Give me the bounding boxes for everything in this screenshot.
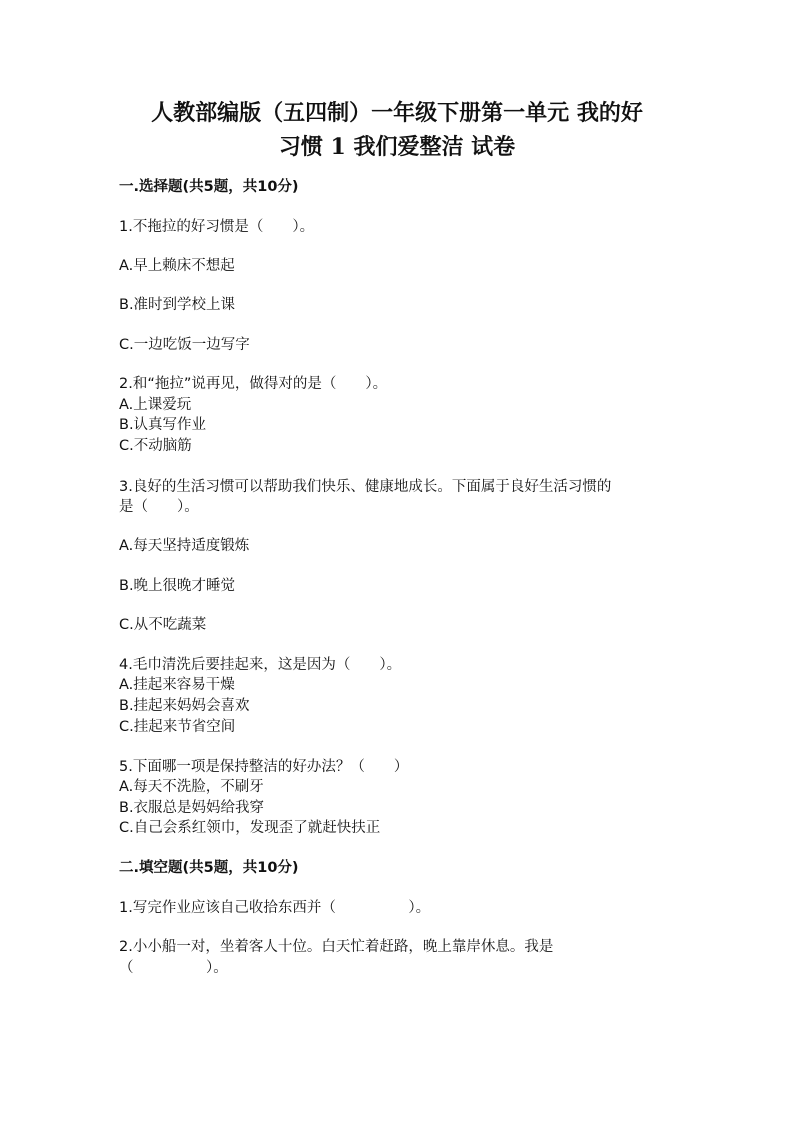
page-title-line2: 习惯 1 我们爱整洁 试卷 bbox=[278, 134, 516, 160]
question-4-option-b: B.挂起来妈妈会喜欢 bbox=[119, 698, 250, 714]
question-1-option-a: A.早上赖床不想起 bbox=[119, 258, 235, 274]
fill-question-2-stem-line1: 2.小小船一对，坐着客人十位。白天忙着赶路，晚上靠岸休息。我是 bbox=[119, 939, 554, 955]
question-1-option-b: B.准时到学校上课 bbox=[119, 297, 236, 313]
section-heading-fill: 二.填空题(共5题，共10分) bbox=[119, 860, 299, 876]
question-5-stem: 5.下面哪一项是保持整洁的好办法？（ ） bbox=[119, 759, 409, 775]
question-3-option-a: A.每天坚持适度锻炼 bbox=[119, 538, 250, 554]
question-2-option-b: B.认真写作业 bbox=[119, 417, 207, 433]
question-5-option-a: A.每天不洗脸，不刷牙 bbox=[119, 779, 264, 795]
question-4-option-a: A.挂起来容易干燥 bbox=[119, 677, 235, 693]
question-2-option-c: C.不动脑筋 bbox=[119, 438, 192, 454]
question-1-option-c: C.一边吃饭一边写字 bbox=[119, 337, 250, 353]
question-4-option-c: C.挂起来节省空间 bbox=[119, 719, 236, 735]
question-3-option-b: B.晚上很晚才睡觉 bbox=[119, 578, 236, 594]
page-title-line1: 人教部编版（五四制）一年级下册第一单元 我的好 bbox=[151, 100, 643, 126]
question-3-stem-line1: 3.良好的生活习惯可以帮助我们快乐、健康地成长。下面属于良好生活习惯的 bbox=[119, 479, 612, 495]
question-3-option-c: C.从不吃蔬菜 bbox=[119, 617, 207, 633]
section-heading-choice: 一.选择题(共5题，共10分) bbox=[119, 179, 299, 195]
question-5-option-c: C.自己会系红领巾，发现歪了就赶快扶正 bbox=[119, 820, 381, 836]
question-3-stem-line2: 是（ ）。 bbox=[119, 499, 199, 515]
question-4-stem: 4.毛巾清洗后要挂起来，这是因为（ ）。 bbox=[119, 657, 402, 673]
question-1-stem: 1.不拖拉的好习惯是（ ）。 bbox=[119, 219, 315, 235]
question-5-option-b: B.衣服总是妈妈给我穿 bbox=[119, 800, 265, 816]
fill-question-2-stem-line2: （ ）。 bbox=[119, 960, 228, 976]
question-2-option-a: A.上课爱玩 bbox=[119, 397, 192, 413]
fill-question-1-stem: 1.写完作业应该自己收拾东西并（ ）。 bbox=[119, 900, 431, 916]
question-2-stem: 2.和“拖拉”说再见，做得对的是（ ）。 bbox=[119, 376, 388, 392]
